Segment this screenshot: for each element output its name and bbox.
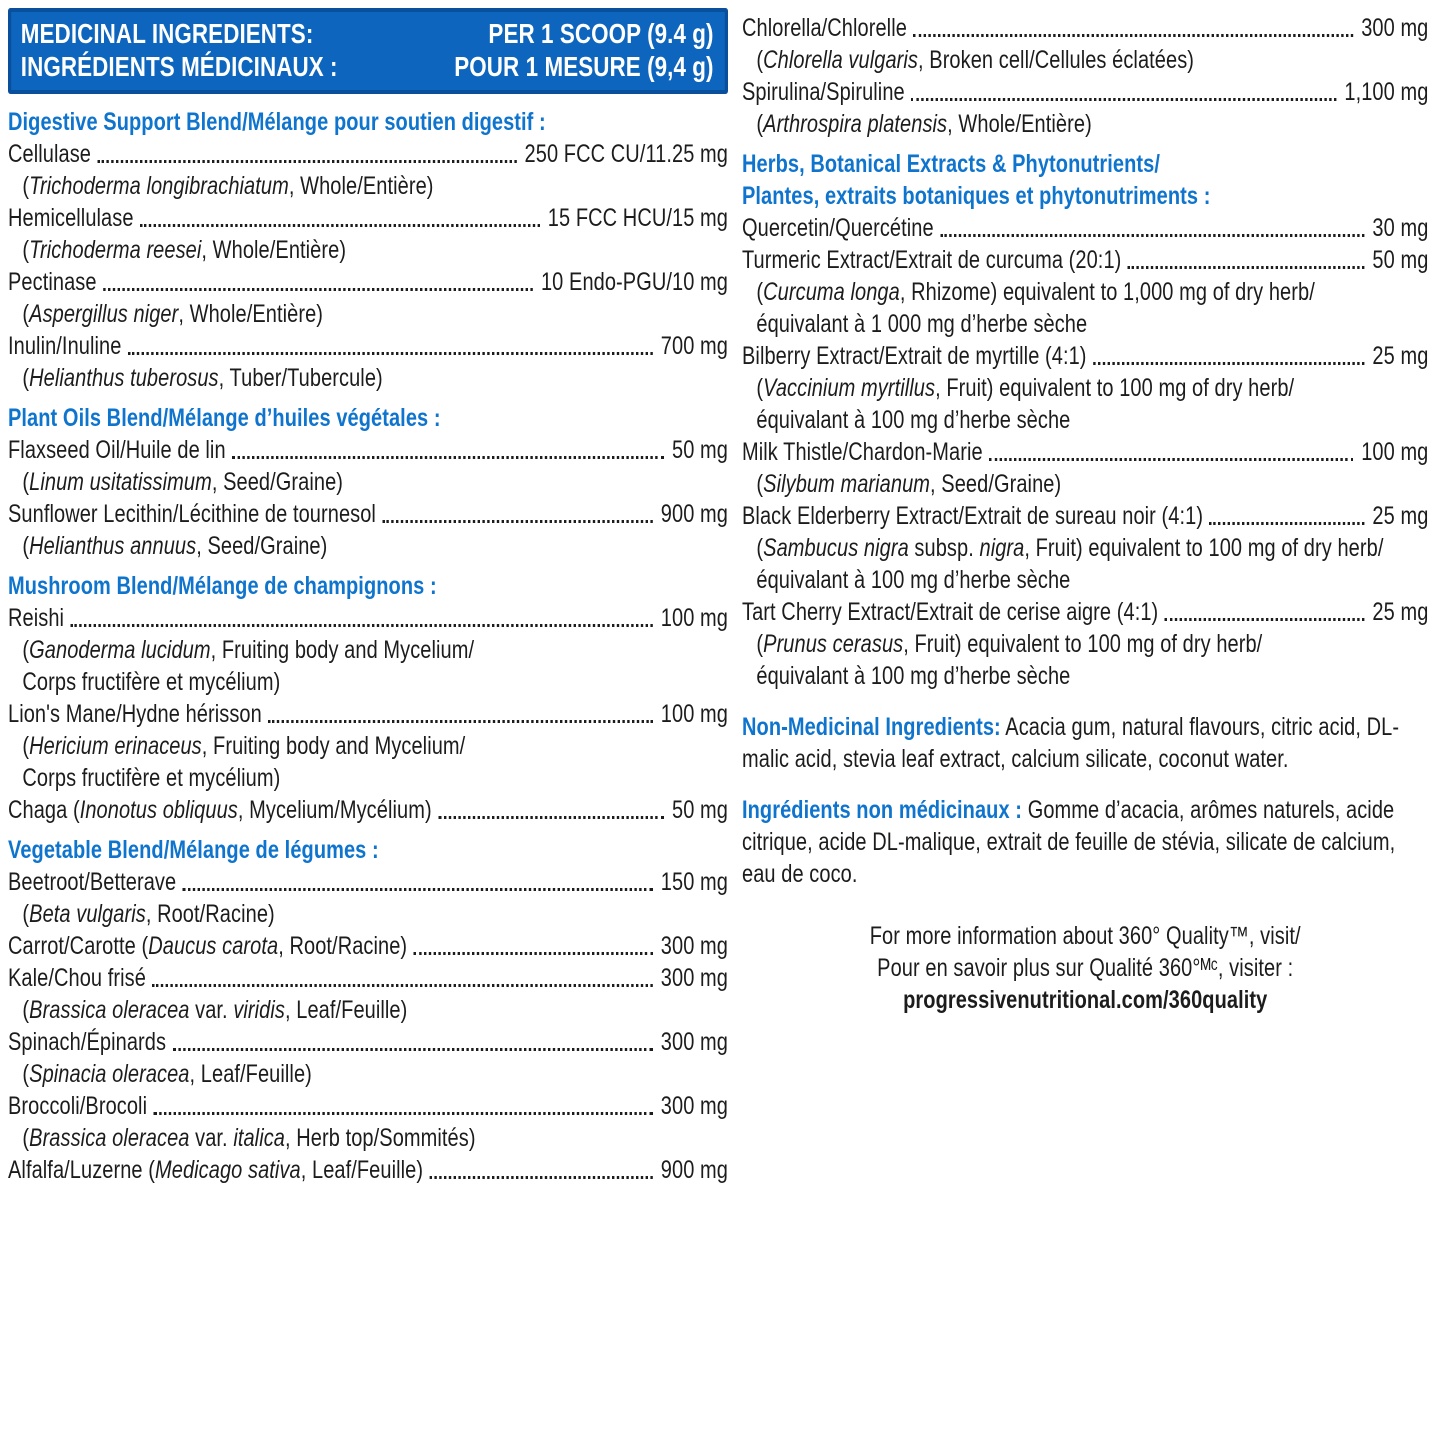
ingredient-name: Chlorella/Chlorelle [742, 14, 907, 42]
header-title-en: MEDICINAL INGREDIENTS: [20, 18, 314, 49]
ingredient-source-line: (Sambucus nigra subsp. nigra, Fruit) equivalent to 100 mg of dry herb/ [756, 534, 1384, 562]
ingredient-amount: 15 FCC HCU/15 mg [547, 204, 728, 232]
ingredient-source-line: équivalant à 100 mg d’herbe sèche [756, 662, 1071, 690]
ingredient-name: Tart Cherry Extract/Extrait de cerise aigre (4:1) [742, 598, 1159, 626]
dot-leader [172, 1048, 652, 1051]
ingredient-amount: 25 mg [1372, 342, 1429, 370]
ingredient-source-line: (Aspergillus niger, Whole/Entière) [22, 300, 324, 328]
ingredient-row [8, 138, 728, 170]
dot-leader [940, 234, 1364, 237]
ingredient-amount: 250 FCC CU/11.25 mg [524, 140, 728, 168]
ingredient-row [8, 794, 728, 826]
header-serving [454, 17, 713, 83]
ingredient-amount: 10 Endo-PGU/10 mg [540, 268, 728, 296]
section-heading: Vegetable Blend/Mélange de légumes : [8, 836, 379, 864]
ingredient-row [742, 596, 1428, 628]
ingredient-source-line: (Curcuma longa, Rhizome) equivalent to 1,000 mg of dry herb/ [756, 278, 1315, 306]
ingredient-source-line: (Arthrospira platensis, Whole/Entière) [756, 110, 1092, 138]
paragraph-text: Gomme d’acacia, arômes naturels, acide citrique, acide DL-malique, extrait de feuille de stévia, silicate de calcium, eau de coco. [742, 796, 1396, 888]
section-heading: Herbs, Botanical Extracts & Phytonutrients/ [742, 150, 1160, 178]
ingredient-row [742, 340, 1428, 372]
ingredient-source-line: (Brassica oleracea var. viridis, Leaf/Feuille) [22, 996, 408, 1024]
non-medicinal-paragraph [742, 794, 1428, 890]
dot-leader [97, 160, 516, 163]
ingredient-source-line: (Beta vulgaris, Root/Racine) [22, 900, 275, 928]
ingredient-name: Flaxseed Oil/Huile de lin [8, 436, 226, 464]
footer-line: Pour en savoir plus sur Qualité 360°ᴹᶜ, visiter : [877, 954, 1294, 982]
ingredient-row [742, 500, 1428, 532]
ingredient-row [8, 330, 728, 362]
ingredient-name: Reishi [8, 604, 65, 632]
dot-leader [438, 816, 664, 819]
ingredient-row [742, 212, 1428, 244]
ingredient-amount: 900 mg [660, 1156, 728, 1184]
ingredient-name: Pectinase [8, 268, 97, 296]
ingredient-amount: 100 mg [1361, 438, 1429, 466]
ingredient-amount: 700 mg [660, 332, 728, 360]
dot-leader [152, 984, 652, 987]
ingredient-name: Sunflower Lecithin/Lécithine de tournesol [8, 500, 376, 528]
section-heading: Digestive Support Blend/Mélange pour soutien digestif : [8, 108, 546, 136]
ingredient-name: Quercetin/Quercétine [742, 214, 934, 242]
ingredient-row [8, 866, 728, 898]
ingredient-name: Alfalfa/Luzerne (Medicago sativa, Leaf/Feuille) [8, 1156, 424, 1184]
dot-leader [382, 520, 652, 523]
ingredient-source-line: équivalant à 100 mg d’herbe sèche [756, 406, 1071, 434]
ingredient-row [8, 266, 728, 298]
ingredient-name: Broccoli/Brocoli [8, 1092, 148, 1120]
ingredient-source-line: Corps fructifère et mycélium) [22, 668, 281, 696]
ingredient-name: Spinach/Épinards [8, 1028, 167, 1056]
left-column [8, 8, 728, 1186]
paragraph-lead: Ingrédients non médicinaux : [742, 796, 1023, 824]
ingredient-amount: 30 mg [1372, 214, 1429, 242]
dot-leader [1209, 522, 1364, 525]
ingredient-amount: 300 mg [660, 1028, 728, 1056]
ingredient-row [8, 1090, 728, 1122]
dot-leader [989, 458, 1353, 461]
ingredient-name: Carrot/Carotte (Daucus carota, Root/Racine) [8, 932, 408, 960]
dot-leader [128, 352, 653, 355]
ingredient-source-line: équivalant à 1 000 mg d’herbe sèche [756, 310, 1088, 338]
ingredient-row [8, 434, 728, 466]
ingredient-row [742, 76, 1428, 108]
ingredient-source-line: (Helianthus annuus, Seed/Graine) [22, 532, 328, 560]
ingredient-source-line: (Linum usitatissimum, Seed/Graine) [22, 468, 344, 496]
ingredient-amount: 25 mg [1372, 598, 1429, 626]
ingredient-name: Beetroot/Betterave [8, 868, 177, 896]
dot-leader [1128, 266, 1365, 269]
ingredient-name: Hemicellulase [8, 204, 134, 232]
ingredient-amount: 25 mg [1372, 502, 1429, 530]
ingredient-row [8, 498, 728, 530]
dot-leader [414, 952, 653, 955]
ingredient-name: Kale/Chou frisé [8, 964, 146, 992]
footer-line: For more information about 360° Quality™, visit/ [869, 922, 1301, 950]
ingredient-amount: 50 mg [672, 796, 728, 824]
ingredient-amount: 150 mg [660, 868, 728, 896]
ingredient-amount: 100 mg [660, 604, 728, 632]
ingredient-name: Lion's Mane/Hydne hérisson [8, 700, 262, 728]
dot-leader [430, 1176, 653, 1179]
ingredient-name: Turmeric Extract/Extrait de curcuma (20:1) [742, 246, 1122, 274]
section-heading: Plant Oils Blend/Mélange d’huiles végétales : [8, 404, 441, 432]
dot-leader [1165, 618, 1365, 621]
dot-leader [911, 98, 1336, 101]
right-column-ingredients [742, 12, 1428, 1016]
ingredient-row [742, 436, 1428, 468]
ingredient-source-line: (Spinacia oleracea, Leaf/Feuille) [22, 1060, 312, 1088]
non-medicinal-paragraph [742, 711, 1428, 775]
ingredient-row [8, 962, 728, 994]
dot-leader [183, 888, 653, 891]
header-title [21, 17, 338, 83]
ingredient-row [8, 602, 728, 634]
ingredient-source-line: (Vaccinium myrtillus, Fruit) equivalent to 100 mg of dry herb/ [756, 374, 1295, 402]
quality-footer [742, 920, 1428, 1016]
ingredient-row [8, 698, 728, 730]
dot-leader [268, 720, 653, 723]
ingredient-row [8, 1026, 728, 1058]
medicinal-ingredients-header-bar [8, 8, 728, 94]
ingredient-amount: 1,100 mg [1344, 78, 1429, 106]
header-serving-fr: POUR 1 MESURE (9,4 g) [454, 51, 714, 82]
dot-leader [154, 1112, 653, 1115]
dot-leader [913, 34, 1353, 37]
dot-leader [140, 224, 540, 227]
ingredient-name: Inulin/Inuline [8, 332, 122, 360]
ingredient-amount: 900 mg [660, 500, 728, 528]
ingredient-amount: 300 mg [660, 932, 728, 960]
ingredient-amount: 100 mg [660, 700, 728, 728]
ingredient-source-line: (Silybum marianum, Seed/Graine) [756, 470, 1062, 498]
ingredient-row [8, 202, 728, 234]
ingredient-source-line: (Ganoderma lucidum, Fruiting body and Mycelium/ [22, 636, 475, 664]
ingredient-source-line: équivalant à 100 mg d’herbe sèche [756, 566, 1071, 594]
footer-url: progressivenutritional.com/360quality [903, 986, 1268, 1014]
ingredient-name: Spirulina/Spiruline [742, 78, 905, 106]
ingredient-row [742, 12, 1428, 44]
ingredient-source-line: (Chlorella vulgaris, Broken cell/Cellules éclatées) [756, 46, 1195, 74]
ingredient-amount: 50 mg [672, 436, 728, 464]
ingredient-row [742, 244, 1428, 276]
ingredient-source-line: (Helianthus tuberosus, Tuber/Tubercule) [22, 364, 383, 392]
dot-leader [232, 456, 664, 459]
ingredient-name: Bilberry Extract/Extrait de myrtille (4:1) [742, 342, 1087, 370]
ingredient-amount: 300 mg [1361, 14, 1429, 42]
header-serving-en: PER 1 SCOOP (9.4 g) [488, 18, 714, 49]
ingredient-row [8, 930, 728, 962]
dot-leader [103, 288, 533, 291]
section-heading: Mushroom Blend/Mélange de champignons : [8, 572, 437, 600]
right-column [742, 12, 1428, 1016]
dot-leader [70, 624, 652, 627]
ingredient-source-line: Corps fructifère et mycélium) [22, 764, 281, 792]
ingredient-name: Milk Thistle/Chardon-Marie [742, 438, 983, 466]
left-column-ingredients [8, 106, 728, 1186]
section-heading: Plantes, extraits botaniques et phytonutriments : [742, 182, 1211, 210]
paragraph-lead: Non-Medicinal Ingredients: [742, 713, 1001, 741]
paragraph-text: Acacia gum, natural flavours, citric acid, DL-malic acid, stevia leaf extract, calcium silicate, coconut water. [742, 713, 1400, 773]
ingredient-name: Cellulase [8, 140, 91, 168]
ingredient-source-line: (Trichoderma reesei, Whole/Entière) [22, 236, 347, 264]
ingredient-source-line: (Trichoderma longibrachiatum, Whole/Entière) [22, 172, 434, 200]
ingredient-amount: 50 mg [1372, 246, 1429, 274]
ingredient-amount: 300 mg [660, 964, 728, 992]
ingredient-name: Black Elderberry Extract/Extrait de sureau noir (4:1) [742, 502, 1204, 530]
ingredient-row [8, 1154, 728, 1186]
ingredient-amount: 300 mg [660, 1092, 728, 1120]
ingredient-source-line: (Brassica oleracea var. italica, Herb top/Sommités) [22, 1124, 476, 1152]
dot-leader [1093, 362, 1364, 365]
header-title-fr: INGRÉDIENTS MÉDICINAUX : [20, 51, 338, 82]
ingredient-source-line: (Prunus cerasus, Fruit) equivalent to 100 mg of dry herb/ [756, 630, 1263, 658]
ingredient-source-line: (Hericium erinaceus, Fruiting body and Mycelium/ [22, 732, 466, 760]
ingredient-name: Chaga (Inonotus obliquus, Mycelium/Mycélium) [8, 796, 432, 824]
